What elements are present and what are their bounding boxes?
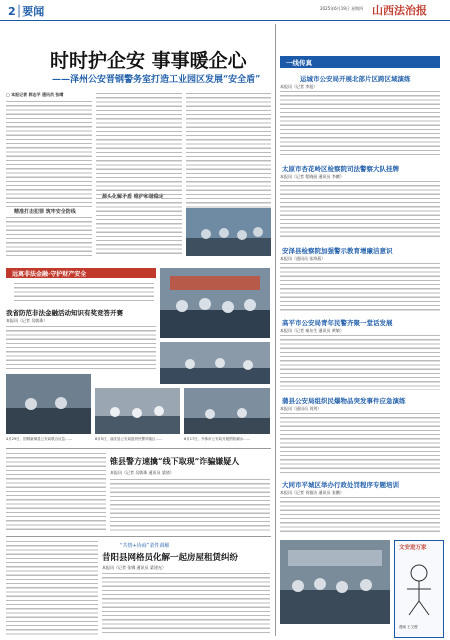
lead-head-1: 精准打击犯罪 筑牢安全防线 [14, 209, 76, 215]
finance-banner [6, 268, 156, 278]
mid-byline: 本报讯（记者 吴敏珠） [6, 318, 48, 323]
right-item-2-byline: 本报讯（记者 程晓丽 通讯员 李鹏） [280, 174, 344, 179]
cartoon-drawing [399, 559, 439, 619]
lead-photo [186, 208, 271, 256]
right-tag-label: 一线传真 [286, 59, 312, 67]
caption-2: 6月5日，曲沃县公安局组织民警对辖区…… [95, 437, 163, 441]
right-tag [280, 56, 440, 68]
lead-title: 时时护企安 事事暖企心 [50, 50, 247, 72]
lower-title: 锥县警方速擒“线下取现”诈骗嫌疑人 [110, 456, 240, 466]
right-item-3-title: 安泽县检察院加强警示教育增廉洁意识 [282, 247, 393, 255]
photo-5 [184, 388, 270, 434]
lead-col1b-text [6, 216, 92, 256]
lower-col2-text [110, 478, 270, 532]
right-item-1-byline: 本报讯（记者 李旭） [280, 84, 318, 89]
caption-3: 6月17日，介休市公安局开展预防溺水…… [184, 437, 251, 441]
right-item-6-title: 大同市平城区举办行政处罚程序专题培训 [282, 481, 399, 489]
photo-4 [95, 388, 180, 434]
right-photo-image [280, 540, 390, 624]
mid-title: 我省防范非法金融活动知识有奖竞答开赛 [6, 309, 123, 317]
photo-5-image [184, 388, 270, 434]
right-item-3-text [280, 262, 440, 312]
lead-photo-image [186, 208, 271, 256]
cartoon-box [394, 540, 444, 638]
masthead: 山西法治报 [372, 4, 427, 17]
right-item-6-text [280, 496, 440, 532]
photo-3 [6, 374, 91, 434]
photo-1-image [160, 268, 270, 338]
page-header [0, 0, 450, 21]
right-item-1-title: 运城市公安局开展北部片区跨区域演练 [300, 75, 411, 83]
bottom-kicker: “共情+协商”柔性调解 [120, 543, 170, 549]
issue-date: 2025年6月19日 星期四 [320, 6, 364, 11]
right-item-4-byline: 本报讯（记者 秦东生 通讯员 黄敏） [280, 328, 344, 333]
finance-banner-label: 远离非法金融·守护财产安全 [12, 271, 87, 278]
photo-3-image [6, 374, 91, 434]
photo-1 [160, 268, 270, 338]
bottom-title: 昔阳县网格员化解一起房屋租赁纠纷 [102, 553, 239, 563]
divider-bottom [6, 536, 271, 537]
page-number-section: 2│要闻 [8, 5, 45, 18]
right-item-2-title: 太原市杏花岭区检察院司法警察大队挂牌 [282, 165, 399, 173]
bottom-col1-text [6, 540, 98, 636]
right-item-5-text [280, 412, 440, 474]
photo-2 [160, 342, 270, 384]
right-item-6-byline: 本报讯（记者 刘雅洁 通讯员 张鹏） [280, 490, 344, 495]
lead-head-2: 源头化解矛盾 维护和谐稳定 [102, 194, 164, 200]
banner-summary [14, 282, 154, 302]
right-item-4-text [280, 334, 440, 390]
cartoon-caption: 漫画 王文俊 [399, 625, 418, 629]
cartoon-title: 文安进万家 [399, 545, 427, 551]
photo-4-image [95, 388, 180, 434]
lead-col1-text [6, 100, 92, 208]
lower-col1-text [6, 452, 106, 532]
right-item-2-text [280, 180, 440, 240]
right-photo [280, 540, 390, 624]
photo-2-image [160, 342, 270, 384]
right-item-4-title: 高平市公安局青年民警齐聚一堂话发展 [282, 319, 393, 327]
right-item-5-byline: 本报讯（通讯员 刘剑） [280, 406, 322, 411]
divider-lower [6, 448, 271, 449]
lead-intro: □ 本报记者 郭志平 通讯员 张晴 [6, 92, 64, 97]
lower-byline: 本报讯（记者 吴敏珠 通讯员 梁倩） [110, 470, 174, 475]
right-item-5-title: 蒲县公安局组织民爆物品突发事件应急演练 [282, 397, 406, 405]
right-item-3-byline: 本报讯（通讯员 张海燕） [280, 256, 326, 261]
bottom-col2-text [102, 572, 270, 636]
right-item-1-text [280, 90, 440, 158]
bottom-byline: 本报讯（记者 张娜 通讯员 梁建光） [102, 565, 166, 570]
lead-subtitle: ——泽州公安晋钢警务室打造工业园区发展“安全盾” [52, 75, 261, 85]
column-divider [275, 24, 276, 636]
lead-col2-text [96, 92, 182, 256]
mid-text [6, 325, 156, 370]
caption-1: 4月29日，国网新绛县公安局联合应急…… [6, 437, 73, 441]
